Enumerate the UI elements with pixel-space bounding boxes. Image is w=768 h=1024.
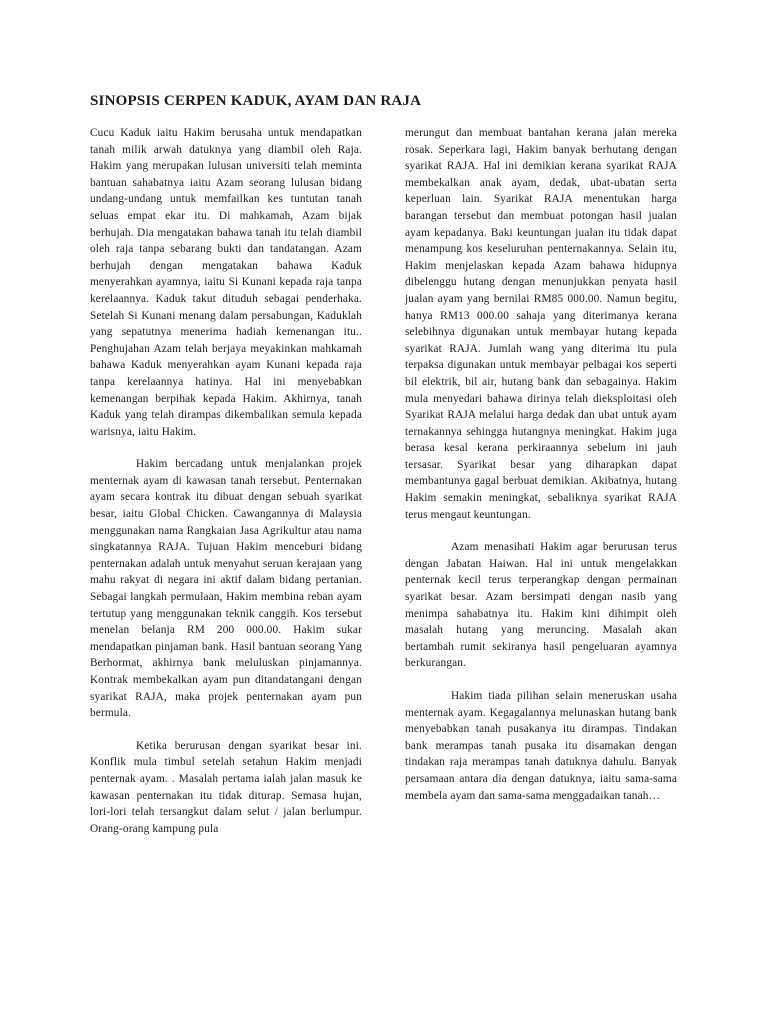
paragraph-2: Hakim bercadang untuk menjalankan projek menternak ayam di kawasan tanah tersebut. Penternakan ayam secara kontrak itu dibuat dengan sebuah syarikat besar, iaitu Global Chicken. Cawangannya di Malaysia menggunakan nama Rangkaian Jasa Agrikultur atau nama singkatannya RAJA. Tujuan Hakim menceburi bidang penternakan adalah untuk menyahut seruan kerajaan yang mahu rakyat di negara ini aktif dalam bidang pertanian. Sebagai langkah permulaan, Hakim membina reban ayam tertutup yang menggunakan teknik canggih. Kos tersebut menelan belanja RM 200 000.00. Hakim sukar mendapatkan pinjaman bank. Hasil bantuan seorang Yang Berhormat, akhirnya bank meluluskan pinjamannya. Kontrak membekalkan ayam pun ditandatangani dengan syarikat RAJA, maka projek penternakan ayam pun bermula. bbox=[90, 458, 362, 720]
paragraph-1: Cucu Kaduk iaitu Hakim berusaha untuk mendapatkan tanah milik arwah datuknya yang diambil oleh Raja. Hakim yang merupakan lulusan universiti telah meminta bantuan sahabatnya iaitu Azam seorang lulusan bidang undang-undang untuk memfailkan kes tuntutan tanah seluas empat ekar itu. Di mahkamah, Azam bijak berhujah. Dia mengatakan bahawa tanah itu telah diambil oleh raja tanpa sebarang bukti dan tandatangan. Azam berhujah dengan mengatakan bahawa Kaduk menyerahkan ayamnya, iaitu Si Kunani kepada raja tanpa kerelaannya. Kaduk takut dituduh sebagai penderhaka. Setelah Si Kunani menang dalam persabungan, Kaduklah yang sepatutnya menerima hadiah kemenangan itu.. Penghujahan Azam telah berjaya meyakinkan mahkamah bahawa Kaduk menyerahkan ayam Kunani kepada raja tanpa kerelaannya hatinya. Hal ini menyebabkan kemenangan berpihak kepada Hakim. Akhirnya, tanah Kaduk yang telah dirampas dikembalikan semula kepada warisnya, iaitu Hakim. bbox=[90, 127, 362, 438]
left-column bbox=[90, 125, 362, 853]
paragraph-3: Ketika berurusan dengan syarikat besar ini. Konflik mula timbul setelah setahun Hakim menjadi penternak ayam. . Masalah pertama ialah jalan masuk ke kawasan penternakan itu tidak diturap. Semasa hujan, lori-lori telah tersangkut dalam selut / jalan berlumpur. Orang-orang kampung pula bbox=[90, 739, 362, 835]
paragraph-3-continued: merungut dan membuat bantahan kerana jalan mereka rosak. Seperkara lagi, Hakim banyak berhutang dengan syarikat RAJA. Hal ini demikian kerana syarikat RAJA membekalkan anak ayam, dedak, ubat-ubatan serta keperluan lain. Syarikat RAJA menentukan harga barangan tersebut dan membuat potongan hasil jualan ayam kepadanya. Baki keuntungan jualan itu tidak dapat menampung kos keseluruhan penternakannya. Selain itu, Hakim menjelaskan kepada Azam bahawa hidupnya dibelenggu hutang dengan menunjukkan penyata hasil jualan ayam yang bernilai RM85 000.00. Namun begitu, hanya RM13 000.00 sahaja yang diterimanya kerana selebihnya digunakan untuk membayar hutang kepada syarikat RAJA. Jumlah wang yang diterima itu pula terpaksa digunakan untuk membayar pelbagai kos seperti bil elektrik, bil air, hutang bank dan sebagainya. Hakim mula menyedari bahawa dirinya telah dieksploitasi oleh Syarikat RAJA melalui harga dedak dan ubat untuk ayam ternakannya sehingga hutangnya meningkat. Hakim juga berasa kesal kerana perkiraannya sebelum ini jauh tersasar. Syarikat besar yang diharapkan dapat membantunya gagal berbuat demikian. Akibatnya, hutang Hakim semakin meningkat, sebaliknya syarikat RAJA terus mengaut keuntungan. bbox=[405, 127, 677, 521]
right-column bbox=[405, 125, 677, 820]
paragraph-4: Azam menasihati Hakim agar berurusan terus dengan Jabatan Haiwan. Hal ini untuk mengelakkan penternak kecil terus terperangkap dengan permainan syarikat besar. Azam bersimpati dengan nasib yang menimpa sahabatnya itu. Hakim kini dihimpit oleh masalah hutang yang meruncing. Masalah akan bertambah rumit sekiranya hasil pengeluaran ayamnya berkurangan. bbox=[405, 541, 677, 670]
paragraph-5: Hakim tiada pilihan selain meneruskan usaha menternak ayam. Kegagalannya melunaskan hutang bank menyebabkan tanah pusakanya itu dirampas. Tindakan bank merampas tanah pusaka itu disamakan dengan tindakan raja merampas tanah datuknya dahulu. Banyak persamaan antara dia dengan datuknya, iaitu sama-sama membela ayam dan sama-sama menggadaikan tanah… bbox=[405, 690, 677, 802]
document-title: SINOPSIS CERPEN KADUK, AYAM DAN RAJA bbox=[90, 93, 422, 109]
